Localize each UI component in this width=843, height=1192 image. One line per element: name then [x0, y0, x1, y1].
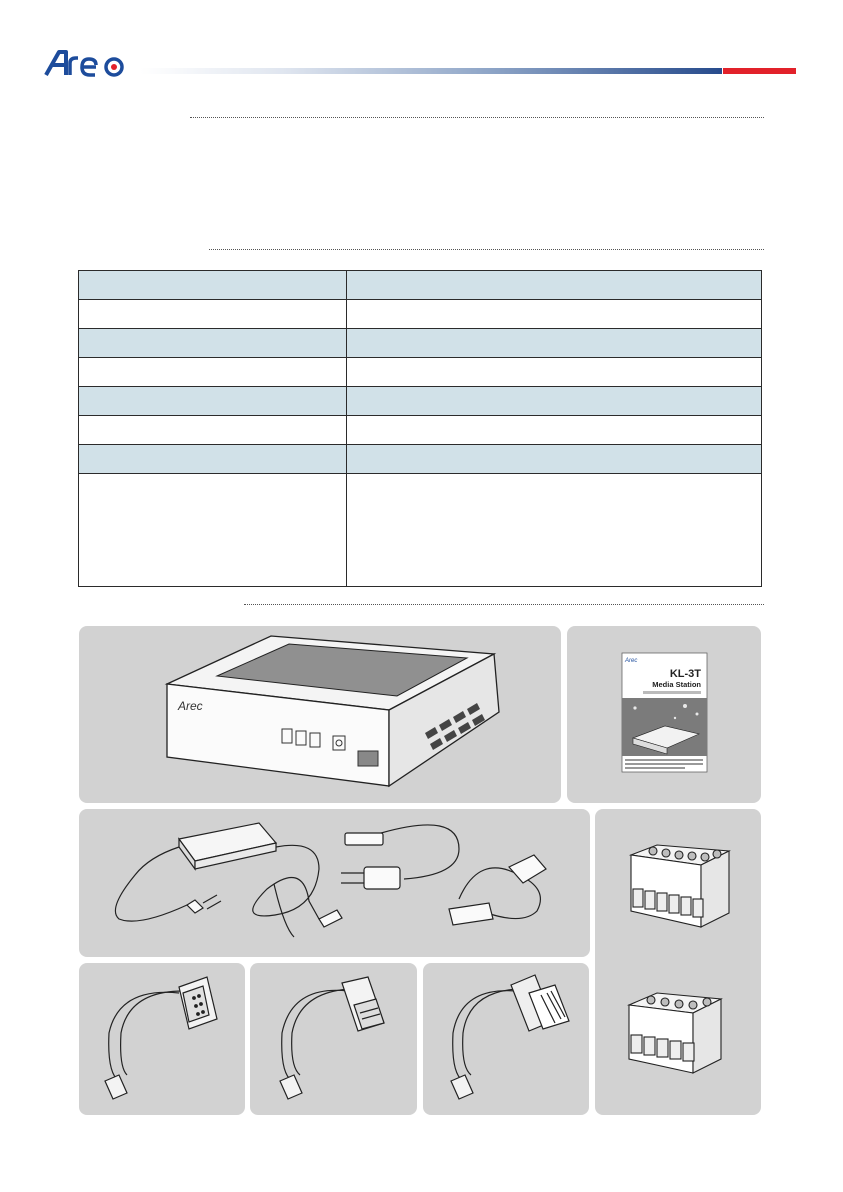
rj45-cable-illustration	[423, 963, 589, 1115]
spec-value	[347, 416, 762, 445]
power-adapter-card	[79, 809, 590, 957]
manual-logo: Arec	[625, 658, 638, 664]
spec-name	[79, 416, 347, 445]
spec-name	[79, 387, 347, 416]
vga-cable-card	[79, 963, 245, 1115]
section-divider	[190, 117, 764, 118]
table-row	[79, 300, 762, 329]
media-station-device-illustration	[79, 626, 561, 803]
manual-title: KL-3T	[669, 668, 701, 680]
specification-table	[78, 270, 762, 587]
spec-name	[79, 300, 347, 329]
terminal-blocks-card	[595, 809, 761, 1115]
header-gradient-bar	[140, 68, 722, 74]
terminal-block-6-pin	[631, 845, 729, 927]
spec-name	[79, 358, 347, 387]
spec-name	[79, 445, 347, 474]
spec-value	[347, 271, 762, 300]
rj45-cable-card	[423, 963, 589, 1115]
table-row	[79, 358, 762, 387]
table-row	[79, 387, 762, 416]
power-adapter-illustration	[79, 809, 590, 957]
spec-value	[347, 445, 762, 474]
hdmi-cable-card	[250, 963, 417, 1115]
spec-name	[79, 474, 347, 587]
hdmi-cable-illustration	[250, 963, 417, 1115]
spec-value	[347, 329, 762, 358]
manual-card	[567, 626, 761, 803]
vga-cable-illustration	[79, 963, 245, 1115]
spec-name	[79, 329, 347, 358]
svg-text:Arec: Arec	[44, 48, 47, 49]
manual-subtitle: Media Station	[652, 680, 701, 689]
device-card	[79, 626, 561, 803]
terminal-block-5-pin	[629, 993, 721, 1073]
section-divider	[209, 249, 764, 250]
arec-logo	[44, 48, 136, 78]
spec-value	[347, 387, 762, 416]
table-row	[79, 474, 762, 587]
table-row	[79, 329, 762, 358]
spec-value	[347, 474, 762, 587]
table-row	[79, 271, 762, 300]
quick-guide-illustration	[567, 626, 761, 803]
terminal-blocks-illustration	[595, 809, 761, 1115]
table-row	[79, 416, 762, 445]
spec-name	[79, 271, 347, 300]
spec-value	[347, 358, 762, 387]
table-row	[79, 445, 762, 474]
header-accent-bar	[723, 68, 796, 74]
spec-value	[347, 300, 762, 329]
device-logo: Arec	[178, 699, 203, 713]
section-divider	[244, 604, 764, 605]
